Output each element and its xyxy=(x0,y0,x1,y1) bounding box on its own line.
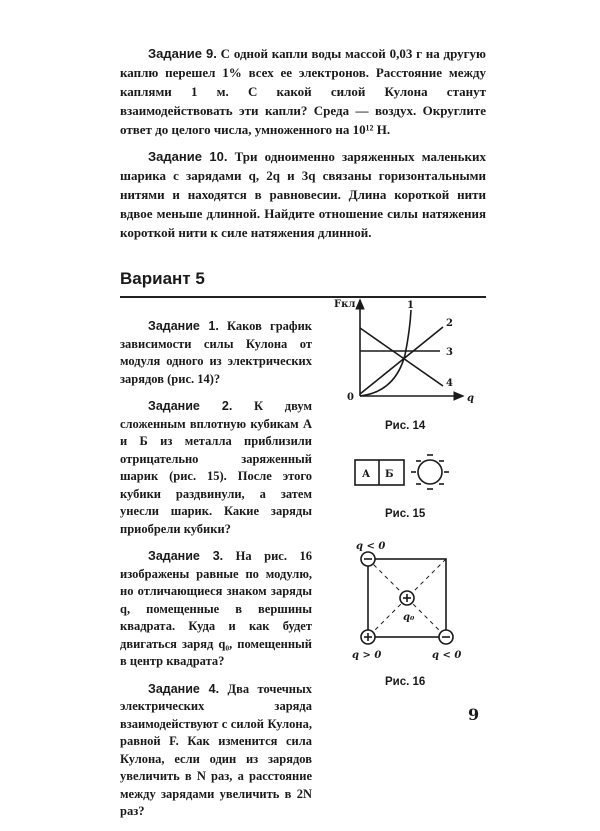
task-3 xyxy=(120,548,312,671)
divider xyxy=(120,296,486,298)
charge-label-top-left: q < 0 xyxy=(356,541,386,552)
task-text: На рис. 16 изображены равные по модулю, но отличающиеся знаком заряды q, помещенные в вершины квадрата. Куда и как будет двигаться заряд q₀, помещенный в центр квадрата? xyxy=(120,549,312,668)
variant-heading: Вариант 5 xyxy=(120,269,205,288)
figure-14-caption: Рис. 14 xyxy=(385,420,426,432)
figure-16-caption: Рис. 16 xyxy=(385,676,426,688)
columns xyxy=(120,318,486,831)
task-text: Три одноименно заряженных маленьких шарика с зарядами q, 2q и 3q связаны горизонтальными нитями и находятся в равновесии. Длина короткой нити вдвое меньше длинной. Найдите отношение силы натяжения короткой нити к силе натяжения длинной. xyxy=(120,149,486,240)
task-label: Задание 4. xyxy=(148,681,220,696)
text-flow xyxy=(120,44,486,831)
y-axis-label: Fкл xyxy=(334,299,356,310)
cube-b-label: Б xyxy=(385,469,394,480)
task-text: Два точечных электрических заряда взаимодействуют с силой Кулона, равной F. Как изменится сила Кулона, если один из зарядов увеличить в N раз, а расстояние между зарядами увеличить в 2N раз? xyxy=(120,681,312,818)
task-text: С одной капли воды массой 0,03 г на другую каплю перешел 1% всех ее электронов. Расстояние между каплями 1 м. С какой силой Кулона станут взаимодействовать эти капли? Среда — воздух. Округлите ответ до целого числа, умноженного на 10¹² Н. xyxy=(120,46,486,137)
task-1 xyxy=(120,318,312,388)
charge-label-bottom-left: q > 0 xyxy=(352,650,382,661)
origin-label: 0 xyxy=(347,392,354,403)
curve-label-1: 1 xyxy=(407,300,414,311)
curve-label-3: 3 xyxy=(446,347,453,358)
task-label: Задание 3. xyxy=(148,549,224,563)
task-9 xyxy=(120,44,486,139)
curve-label-4: 4 xyxy=(446,378,453,389)
curve-label-2: 2 xyxy=(446,318,453,329)
task-2 xyxy=(120,398,312,538)
task-text: Каков график зависимости силы Кулона от модуля одного из электрических зарядов (рис. 14)? xyxy=(120,319,312,386)
center-charge-label: q₀ xyxy=(403,612,415,623)
cube-a-label: А xyxy=(362,469,371,480)
left-column xyxy=(120,318,312,831)
x-axis-label: q xyxy=(467,393,474,404)
task-text: К двум сложенным вплотную кубикам А и Б из металла приблизили отрицательно заряженный шарик (рис. 15). После этого кубики раздвинули, а затем унесли шарик. Какие заряды приобрели кубики? xyxy=(120,399,312,536)
task-label: Задание 1. xyxy=(148,319,219,333)
charge-label-bottom-right: q < 0 xyxy=(432,650,462,661)
task-label: Задание 2. xyxy=(148,399,233,413)
task-10 xyxy=(120,147,486,242)
task-4 xyxy=(120,681,312,821)
task-label: Задание 10. xyxy=(148,149,228,164)
task-label: Задание 9. xyxy=(148,46,217,61)
page-number: 9 xyxy=(468,705,480,724)
figure-15-caption: Рис. 15 xyxy=(385,508,426,520)
